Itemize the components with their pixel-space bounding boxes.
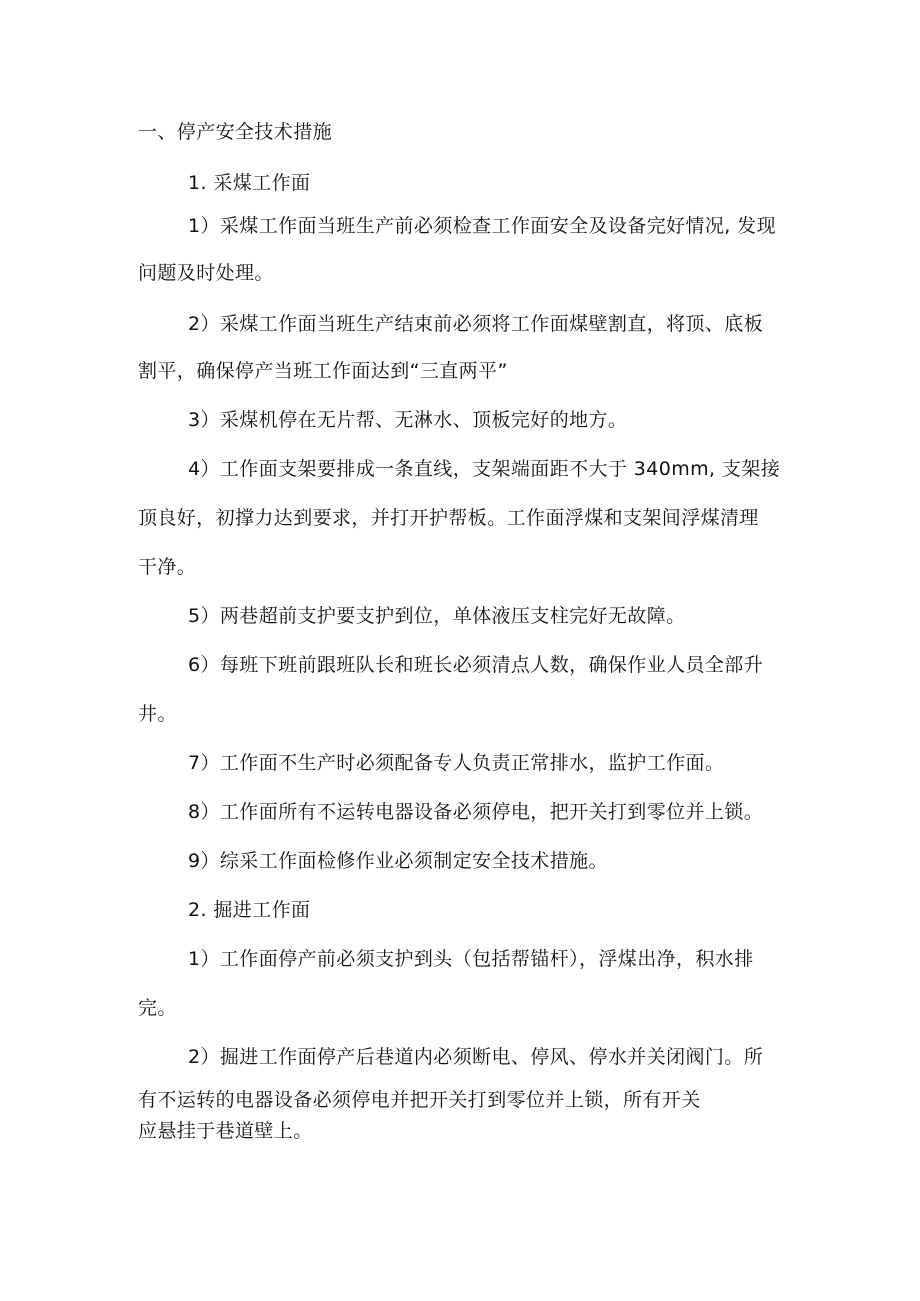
subsection-heading: 1. 采煤工作面 [188, 172, 311, 194]
paragraph-line: 7）工作面不生产时必须配备专人负责正常排水，监护工作面。 [188, 752, 725, 774]
paragraph-line: 顶良好，初撑力达到要求，并打开护帮板。工作面浮煤和支架间浮煤清理 [138, 507, 759, 529]
paragraph-line: 8）工作面所有不运转电器设备必须停电，把开关打到零位并上锁。 [188, 801, 764, 823]
paragraph-line: 问题及时处理。 [138, 262, 274, 284]
paragraph-line: 4）工作面支架要排成一条直线，支架端面距不大于 340mm, 支架接 [188, 458, 781, 480]
paragraph-line: 应悬挂于巷道壁上。 [138, 1120, 313, 1142]
paragraph-line: 割平，确保停产当班工作面达到“三直两平” [138, 360, 508, 382]
paragraph-line: 6）每班下班前跟班队长和班长必须清点人数，确保作业人员全部升 [188, 654, 764, 676]
subsection-heading: 2. 掘进工作面 [188, 899, 311, 921]
paragraph-line: 完。 [138, 997, 177, 1019]
paragraph-line: 2）采煤工作面当班生产结束前必须将工作面煤壁割直，将顶、底板 [188, 313, 764, 335]
paragraph-line: 干净。 [138, 556, 197, 578]
paragraph-line: 1）工作面停产前必须支护到头（包括帮锚杆），浮煤出净，积水排 [188, 948, 754, 970]
paragraph-line: 3）采煤机停在无片帮、无淋水、顶板完好的地方。 [188, 409, 628, 431]
paragraph-line: 9）综采工作面检修作业必须制定安全技术措施。 [188, 850, 608, 872]
paragraph-line: 1）采煤工作面当班生产前必须检查工作面安全及设备完好情况, 发现 [188, 215, 776, 237]
paragraph-line: 5）两巷超前支护要支护到位，单体液压支柱完好无故障。 [188, 605, 686, 627]
section-heading: 一、停产安全技术措施 [138, 121, 333, 143]
paragraph-line: 井。 [138, 703, 177, 725]
paragraph-line: 有不运转的电器设备必须停电并把开关打到零位并上锁，所有开关 [138, 1089, 701, 1111]
paragraph-line: 2）掘进工作面停产后巷道内必须断电、停风、停水并关闭阀门。所 [188, 1046, 764, 1068]
